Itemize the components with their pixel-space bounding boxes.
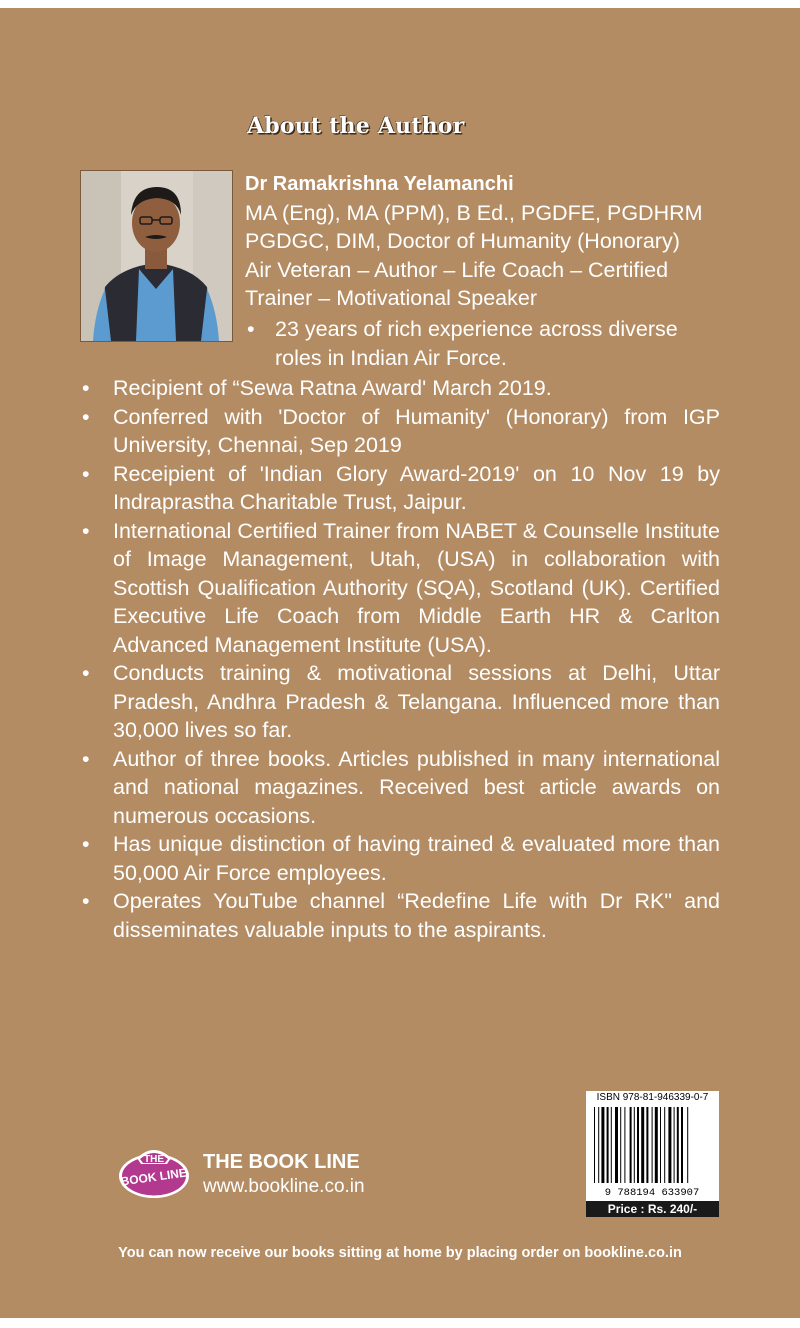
barcode-bar — [601, 1107, 604, 1183]
barcode-bar — [611, 1107, 612, 1183]
publisher-logo-icon — [117, 1144, 191, 1202]
author-roles: Trainer – Motivational Speaker — [245, 286, 537, 310]
achievements-list — [80, 374, 720, 944]
barcode-bar — [637, 1107, 639, 1183]
price-label: Price : Rs. 240/- — [586, 1201, 719, 1217]
list-item — [80, 517, 720, 660]
bullet-icon: • — [82, 376, 90, 400]
list-item-text: International Certified Trainer from NABET & Counselle Institute of Image Management, Utah, (USA) in collaboration with Scottish Qualification Authority (SQA), Scotland (UK). Certified Executive Life Coach from Middle Earth HR & Carlton Advanced Management Institute (USA). — [113, 518, 720, 657]
bullet-icon: • — [82, 461, 90, 486]
barcode-bar — [660, 1107, 661, 1183]
list-item-text: Operates YouTube channel “Redefine Life with Dr RK" and disseminates valuable inputs to the aspirants. — [113, 889, 720, 942]
list-item-text: Has unique distinction of having trained & evaluated more than 50,000 Air Force employees. — [113, 832, 720, 885]
author-photo — [80, 170, 233, 342]
bullet-icon: • — [82, 832, 90, 856]
barcode-bar — [607, 1107, 609, 1183]
author-qualifications: MA (Eng), MA (PPM), B Ed., PGDFE, PGDHRM — [245, 200, 703, 225]
logo-text-bottom: BOOK LINE — [119, 1165, 188, 1189]
barcode-bar — [634, 1107, 635, 1183]
list-item — [80, 887, 720, 944]
author-name: Dr Ramakrishna Yelamanchi — [245, 173, 514, 195]
barcode-bar — [598, 1107, 599, 1183]
isbn-number: ISBN 978-81-946339-0-7 — [596, 1092, 709, 1103]
barcode-bar — [674, 1107, 675, 1183]
list-item-text: Recipient of “Sewa Ratna Award' March 2019. — [113, 376, 552, 400]
bullet-icon: • — [82, 661, 90, 685]
barcode-digits: 9 788194 633907 — [604, 1187, 700, 1199]
barcode-bar — [641, 1107, 644, 1183]
bullet-icon: • — [82, 746, 90, 771]
list-item — [80, 460, 720, 517]
logo-text-top: THE — [144, 1154, 164, 1165]
list-item — [80, 659, 720, 745]
barcode-bar — [681, 1107, 683, 1183]
barcode-bar — [655, 1107, 658, 1183]
list-item — [80, 403, 720, 460]
back-cover — [0, 8, 800, 1318]
publisher-url: www.bookline.co.in — [203, 1176, 365, 1197]
barcode-bar — [664, 1107, 665, 1183]
list-item — [80, 830, 720, 887]
barcode-bar — [646, 1107, 648, 1183]
list-item-text: Author of three books. Articles published in many international and national magazines. Received best article awards on numerous occasions. — [113, 746, 720, 828]
list-item-text: Conferred with 'Doctor of Humanity' (Honorary) from IGP University, Chennai, Sep 2019 — [113, 404, 720, 457]
barcode-bar — [615, 1107, 618, 1183]
list-item-text: 23 years of rich experience across diverse roles in Indian Air Force. — [275, 317, 678, 370]
author-qualifications: PGDGC, DIM, Doctor of Humanity (Honorary) — [245, 229, 680, 253]
order-note: You can now receive our books sitting at home by placing order on bookline.co.in — [118, 1245, 682, 1261]
barcode-bar — [630, 1107, 632, 1183]
bullet-icon: • — [82, 889, 90, 913]
author-roles: Air Veteran – Author – Life Coach – Certified — [245, 257, 669, 282]
barcode-bar — [677, 1107, 679, 1183]
bullet-icon: • — [82, 518, 90, 543]
author-info — [245, 170, 720, 313]
list-item-text: Conducts training & motivational sessions at Delhi, Uttar Pradesh, Andhra Pradesh & Telangana. Influenced more than 30,000 lives so far. — [113, 661, 720, 742]
publisher-name: THE BOOK LINE — [203, 1151, 360, 1173]
isbn-barcode — [586, 1091, 719, 1201]
publisher-info — [203, 1150, 365, 1200]
bullet-icon: • — [247, 317, 255, 341]
barcode-bar — [668, 1107, 671, 1183]
list-item — [80, 374, 720, 403]
bullet-icon: • — [82, 404, 90, 429]
barcode-bar — [594, 1107, 595, 1183]
barcode-bar — [624, 1107, 625, 1183]
section-title: About the Author — [247, 113, 465, 139]
barcode-bar — [620, 1107, 621, 1183]
list-item-text: Receipient of 'Indian Glory Award-2019' on 10 Nov 19 by Indraprastha Charitable Trust, Jaipur. — [113, 461, 720, 514]
barcode-bar — [652, 1107, 653, 1183]
barcode-bar — [687, 1107, 688, 1183]
list-item — [245, 315, 720, 372]
list-item — [80, 745, 720, 831]
